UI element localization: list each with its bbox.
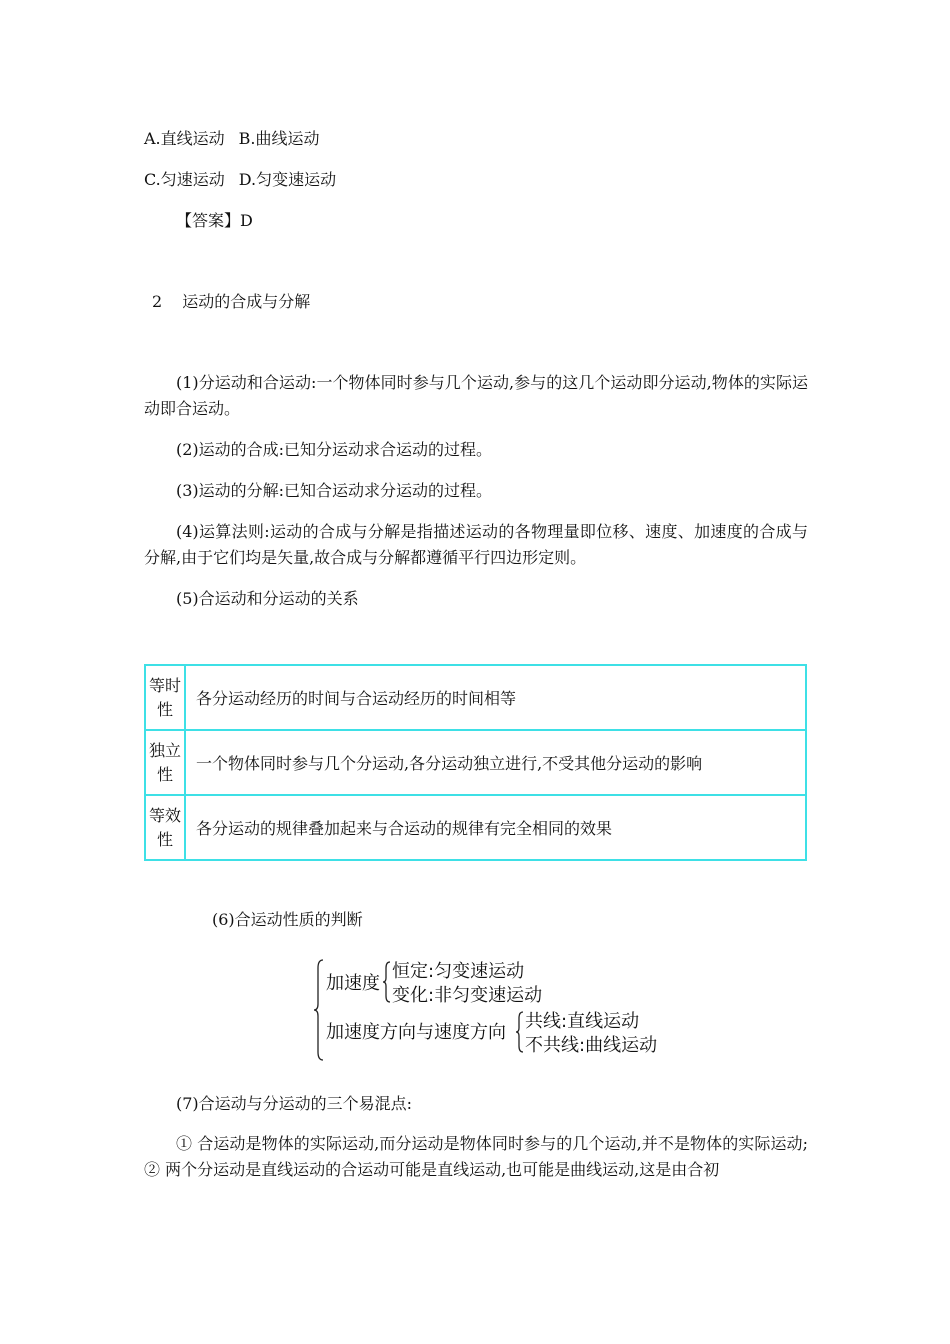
option-a: A.直线运动 [144, 129, 225, 148]
table-key: 独立性 [145, 730, 185, 795]
classification-diagram [314, 956, 694, 1066]
option-b: B.曲线运动 [238, 129, 320, 148]
section-heading [152, 291, 310, 313]
table-value: 各分运动的规律叠加起来与合运动的规律有完全相同的效果 [185, 795, 806, 860]
paragraph-6: (6)合运动性质的判断 [212, 910, 363, 929]
branch-direction: 加速度方向与速度方向 [326, 1022, 506, 1043]
brace-2 [516, 1012, 523, 1052]
section-title: 运动的合成与分解 [182, 292, 311, 311]
branch-acceleration-constant: 恒定:匀变速运动 [392, 961, 525, 982]
option-d: D.匀变速运动 [238, 170, 337, 189]
branch-direction-noncollinear: 不共线:曲线运动 [525, 1035, 658, 1056]
paragraph-7: (7)合运动与分运动的三个易混点: [176, 1094, 413, 1113]
table-row [145, 665, 806, 730]
brace-1 [383, 962, 390, 1002]
paragraph-5: (5)合运动和分运动的关系 [176, 589, 359, 608]
paragraph-4: (4)运算法则:运动的合成与分解是指描述运动的各物理量即位移、速度、加速度的合成与分解,由于它们均是矢量,故合成与分解都遵循平行四边形定则。 [144, 522, 808, 567]
paragraph-1: (1)分运动和合运动:一个物体同时参与几个运动,参与的这几个运动即分运动,物体的实际运动即合运动。 [144, 373, 808, 418]
table-value: 一个物体同时参与几个分运动,各分运动独立进行,不受其他分运动的影响 [185, 730, 806, 795]
table-value: 各分运动经历的时间与合运动经历的时间相等 [185, 665, 806, 730]
branch-acceleration: 加速度 [326, 973, 380, 994]
branch-direction-collinear: 共线:直线运动 [525, 1011, 640, 1032]
paragraph-3: (3)运动的分解:已知合运动求分运动的过程。 [176, 481, 493, 500]
table-row [145, 795, 806, 860]
option-c: C.匀速运动 [144, 170, 225, 189]
relation-table [144, 664, 807, 861]
section-number: 2 [152, 292, 163, 311]
paragraph-8: ① 合运动是物体的实际运动,而分运动是物体同时参与的几个运动,并不是物体的实际运动; ② 两个分运动是直线运动的合运动可能是直线运动,也可能是曲线运动,这是由合初 [144, 1134, 808, 1179]
options-row-1 [144, 128, 320, 150]
table-row [145, 730, 806, 795]
answer: 【答案】D [176, 211, 253, 230]
paragraph-2: (2)运动的合成:已知分运动求合运动的过程。 [176, 440, 493, 459]
outer-brace [314, 960, 323, 1060]
options-row-2 [144, 169, 336, 191]
table-key: 等时性 [145, 665, 185, 730]
table-key: 等效性 [145, 795, 185, 860]
branch-acceleration-varying: 变化:非匀变速运动 [392, 985, 543, 1006]
